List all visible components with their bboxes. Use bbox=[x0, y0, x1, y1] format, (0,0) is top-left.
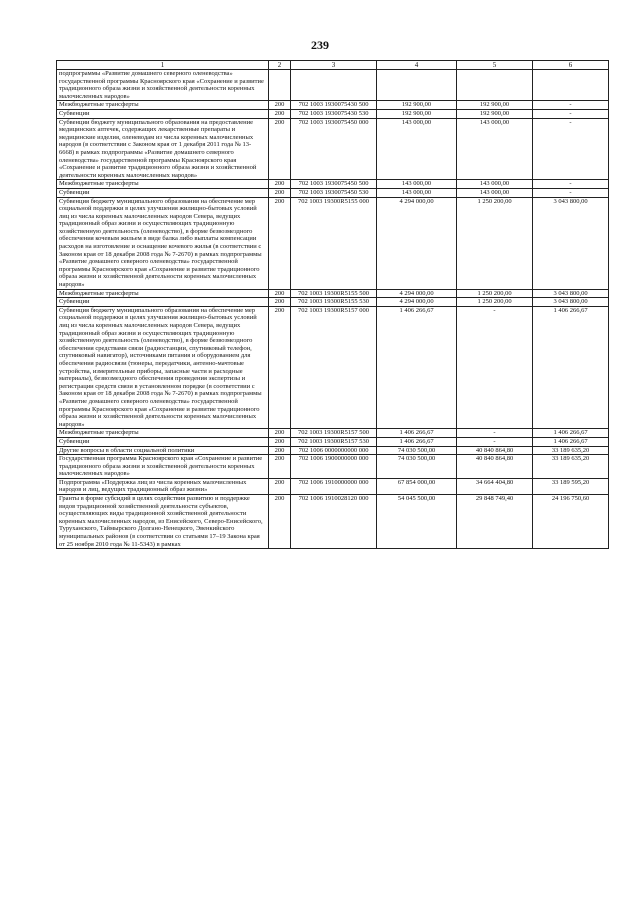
row-amount-total: 4 294 000,00 bbox=[377, 298, 457, 307]
row-amount-regional: 192 900,00 bbox=[457, 109, 533, 118]
row-amount-federal: 33 189 635,20 bbox=[533, 446, 609, 455]
table-row bbox=[57, 306, 609, 429]
row-amount-regional: 143 000,00 bbox=[457, 118, 533, 180]
table-row bbox=[57, 70, 609, 101]
row-amount-federal: - bbox=[533, 180, 609, 189]
row-code: 702 1006 0000000000 000 bbox=[291, 446, 377, 455]
table-row bbox=[57, 298, 609, 307]
row-code: 702 1006 1910000000 000 bbox=[291, 478, 377, 494]
table-row bbox=[57, 437, 609, 446]
table-row bbox=[57, 118, 609, 180]
row-group: 200 bbox=[269, 101, 291, 110]
row-group: 200 bbox=[269, 437, 291, 446]
column-header: 3 bbox=[291, 61, 377, 70]
row-group: 200 bbox=[269, 429, 291, 438]
row-code: 702 1003 1930075430 500 bbox=[291, 101, 377, 110]
row-group: 200 bbox=[269, 495, 291, 549]
row-amount-federal: - bbox=[533, 118, 609, 180]
row-amount-total: 143 000,00 bbox=[377, 118, 457, 180]
row-name: Субвенции bbox=[57, 188, 269, 197]
row-amount-federal bbox=[533, 70, 609, 101]
row-amount-federal: 3 043 800,00 bbox=[533, 197, 609, 289]
table-row bbox=[57, 109, 609, 118]
row-group: 200 bbox=[269, 298, 291, 307]
row-code: 702 1003 1930075450 530 bbox=[291, 188, 377, 197]
table-row bbox=[57, 188, 609, 197]
column-header: 1 bbox=[57, 61, 269, 70]
row-amount-regional: 29 848 749,40 bbox=[457, 495, 533, 549]
row-name: Другие вопросы в области социальной политики bbox=[57, 446, 269, 455]
row-amount-federal: 3 043 800,00 bbox=[533, 298, 609, 307]
table-row bbox=[57, 180, 609, 189]
row-amount-total: 54 045 500,00 bbox=[377, 495, 457, 549]
row-amount-total: 192 900,00 bbox=[377, 101, 457, 110]
row-amount-regional: - bbox=[457, 306, 533, 429]
table-row bbox=[57, 101, 609, 110]
row-code: 702 1003 19300R5157 000 bbox=[291, 306, 377, 429]
row-name: подпрограммы «Развитие домашнего северного оленеводства» государственной программы Красноярского края «Сохранение и развитие традиционного образа жизни и хозяйственной деятельности коренных малочисленных народов» bbox=[57, 70, 269, 101]
row-amount-federal: - bbox=[533, 109, 609, 118]
column-header: 5 bbox=[457, 61, 533, 70]
table-row bbox=[57, 429, 609, 438]
row-amount-total: 74 030 500,00 bbox=[377, 455, 457, 479]
row-code: 702 1003 1930075450 500 bbox=[291, 180, 377, 189]
row-group: 200 bbox=[269, 455, 291, 479]
row-amount-federal: 1 406 266,67 bbox=[533, 306, 609, 429]
row-name: Межбюджетные трансферты bbox=[57, 101, 269, 110]
row-amount-regional: 1 250 200,00 bbox=[457, 197, 533, 289]
row-amount-total: 4 294 000,00 bbox=[377, 197, 457, 289]
row-amount-regional: 34 664 404,80 bbox=[457, 478, 533, 494]
row-amount-total bbox=[377, 70, 457, 101]
row-group: 200 bbox=[269, 478, 291, 494]
row-name: Субвенция бюджету муниципального образования на обеспечение мер социальной поддержки в целях улучшения жилищно-бытовых условий лиц из числа коренных малочисленных народов Севера, ведущих традиционный образ жизни и осуществляющих традиционную хозяйственную деятельность (оленеводство), в форме безвозмездного обеспечения средствами связи (радиостанции, спутниковый телефон, спутниковый навигатор), источниками питания и оборудованием для обеспечения радиосвязи (тюнеры, передатчики, антенно-мачтовые устройства, измерительные приборы, запасные части и расходные материалы), безвозмездного обеспечения проведения экспертизы и регистрации средств связи в установленном порядке (в соответствии с Законом края от 18 декабря 2008 года № 7-2670) в рамках подпрограммы «Развитие домашнего северного оленеводства» государственной программы Красноярского края «Сохранение и развитие традиционного образа жизни и хозяйственной деятельности коренных малочисленных народов» bbox=[57, 306, 269, 429]
row-code: 702 1006 1910028120 000 bbox=[291, 495, 377, 549]
row-group: 200 bbox=[269, 446, 291, 455]
row-name: Межбюджетные трансферты bbox=[57, 289, 269, 298]
row-group bbox=[269, 70, 291, 101]
row-amount-total: 1 406 266,67 bbox=[377, 306, 457, 429]
row-code bbox=[291, 70, 377, 101]
row-amount-federal: 1 406 266,67 bbox=[533, 437, 609, 446]
row-name: Межбюджетные трансферты bbox=[57, 429, 269, 438]
table-row bbox=[57, 478, 609, 494]
row-code: 702 1003 1930075430 530 bbox=[291, 109, 377, 118]
table-row bbox=[57, 289, 609, 298]
row-amount-regional: 192 900,00 bbox=[457, 101, 533, 110]
row-amount-total: 1 406 266,67 bbox=[377, 429, 457, 438]
row-group: 200 bbox=[269, 118, 291, 180]
row-amount-total: 143 000,00 bbox=[377, 188, 457, 197]
row-group: 200 bbox=[269, 306, 291, 429]
row-amount-total: 74 030 500,00 bbox=[377, 446, 457, 455]
row-amount-federal: 33 189 635,20 bbox=[533, 455, 609, 479]
row-code: 702 1003 19300R5155 000 bbox=[291, 197, 377, 289]
row-amount-regional: - bbox=[457, 437, 533, 446]
row-amount-total: 67 854 000,00 bbox=[377, 478, 457, 494]
row-name: Межбюджетные трансферты bbox=[57, 180, 269, 189]
table-header-row bbox=[57, 61, 609, 70]
row-name: Субвенции bbox=[57, 298, 269, 307]
row-amount-total: 192 900,00 bbox=[377, 109, 457, 118]
row-amount-regional: 1 250 200,00 bbox=[457, 289, 533, 298]
row-amount-federal: 33 189 595,20 bbox=[533, 478, 609, 494]
row-amount-federal: - bbox=[533, 101, 609, 110]
row-amount-federal: 24 196 750,60 bbox=[533, 495, 609, 549]
row-amount-federal: 3 043 800,00 bbox=[533, 289, 609, 298]
row-amount-regional: 40 840 864,80 bbox=[457, 446, 533, 455]
table-row bbox=[57, 495, 609, 549]
row-code: 702 1006 1900000000 000 bbox=[291, 455, 377, 479]
column-header: 2 bbox=[269, 61, 291, 70]
row-amount-total: 143 000,00 bbox=[377, 180, 457, 189]
row-amount-federal: - bbox=[533, 188, 609, 197]
row-name: Подпрограмма «Поддержка лиц из числа коренных малочисленных народов и лиц, ведущих традиционный образ жизни» bbox=[57, 478, 269, 494]
row-code: 702 1003 1930075450 000 bbox=[291, 118, 377, 180]
row-name: Субвенции bbox=[57, 437, 269, 446]
row-group: 200 bbox=[269, 197, 291, 289]
row-amount-federal: 1 406 266,67 bbox=[533, 429, 609, 438]
table-row bbox=[57, 455, 609, 479]
page-number: 239 bbox=[311, 38, 329, 52]
row-amount-regional: - bbox=[457, 429, 533, 438]
row-amount-regional: 1 250 200,00 bbox=[457, 298, 533, 307]
row-amount-regional bbox=[457, 70, 533, 101]
column-header: 4 bbox=[377, 61, 457, 70]
row-amount-total: 1 406 266,67 bbox=[377, 437, 457, 446]
row-group: 200 bbox=[269, 180, 291, 189]
row-name: Субвенции бюджету муниципального образования на предоставление медицинских аптечек, содержащих лекарственные препараты и медицинские изделия, оленеводам из числа коренных малочисленных народов (в соответствии с Законом края от 1 декабря 2011 года № 13-6668) в рамках подпрограммы «Развитие домашнего северного оленеводства» государственной программы Красноярского края «Сохранение и развитие традиционного образа жизни и хозяйственной деятельности коренных малочисленных народов» bbox=[57, 118, 269, 180]
row-amount-regional: 40 840 864,80 bbox=[457, 455, 533, 479]
row-code: 702 1003 19300R5157 500 bbox=[291, 429, 377, 438]
row-name: Субвенция бюджету муниципального образования на обеспечение мер социальной поддержки в целях улучшения жилищно-бытовых условий лиц из числа коренных малочисленных народов Севера, ведущих традиционный образ жизни и осуществляющих традиционную хозяйственную деятельность (оленеводство), в форме безвозмездного обеспечения кочевым жильем в виде балка либо выплаты компенсации расходов на изготовление и оснащение кочевого жилья (в соответствии с Законом края от 18 декабря 2008 года № 7-2670) в рамках подпрограммы «Развитие домашнего северного оленеводства» государственной программы Красноярского края «Сохранение и развитие традиционного образа жизни и хозяйственной деятельности коренных малочисленных народов» bbox=[57, 197, 269, 289]
row-name: Государственная программа Красноярского края «Сохранение и развитие традиционного образа жизни и хозяйственной деятельности коренных малочисленных народов» bbox=[57, 455, 269, 479]
row-code: 702 1003 19300R5155 530 bbox=[291, 298, 377, 307]
row-amount-regional: 143 000,00 bbox=[457, 188, 533, 197]
column-header: 6 bbox=[533, 61, 609, 70]
row-name: Гранты в форме субсидий в целях содействия развитию и поддержке видов традиционной хозяйственной деятельности субъектов, осуществляющих виды традиционной хозяйственной деятельности коренных малочисленных народов, из Енисейского, Северо-Енисейского, Туруханского, Таймырского Долгано-Ненецкого, Эвенкийского муниципальных районов (в соответствии со статьями 17–19 Закона края от 25 ноября 2010 года № 11-5343) в рамках bbox=[57, 495, 269, 549]
table-row bbox=[57, 446, 609, 455]
row-name: Субвенции bbox=[57, 109, 269, 118]
row-code: 702 1003 19300R5157 530 bbox=[291, 437, 377, 446]
table-row bbox=[57, 197, 609, 289]
row-amount-total: 4 294 000,00 bbox=[377, 289, 457, 298]
row-group: 200 bbox=[269, 188, 291, 197]
row-group: 200 bbox=[269, 289, 291, 298]
row-group: 200 bbox=[269, 109, 291, 118]
budget-table bbox=[56, 60, 609, 549]
row-amount-regional: 143 000,00 bbox=[457, 180, 533, 189]
row-code: 702 1003 19300R5155 500 bbox=[291, 289, 377, 298]
